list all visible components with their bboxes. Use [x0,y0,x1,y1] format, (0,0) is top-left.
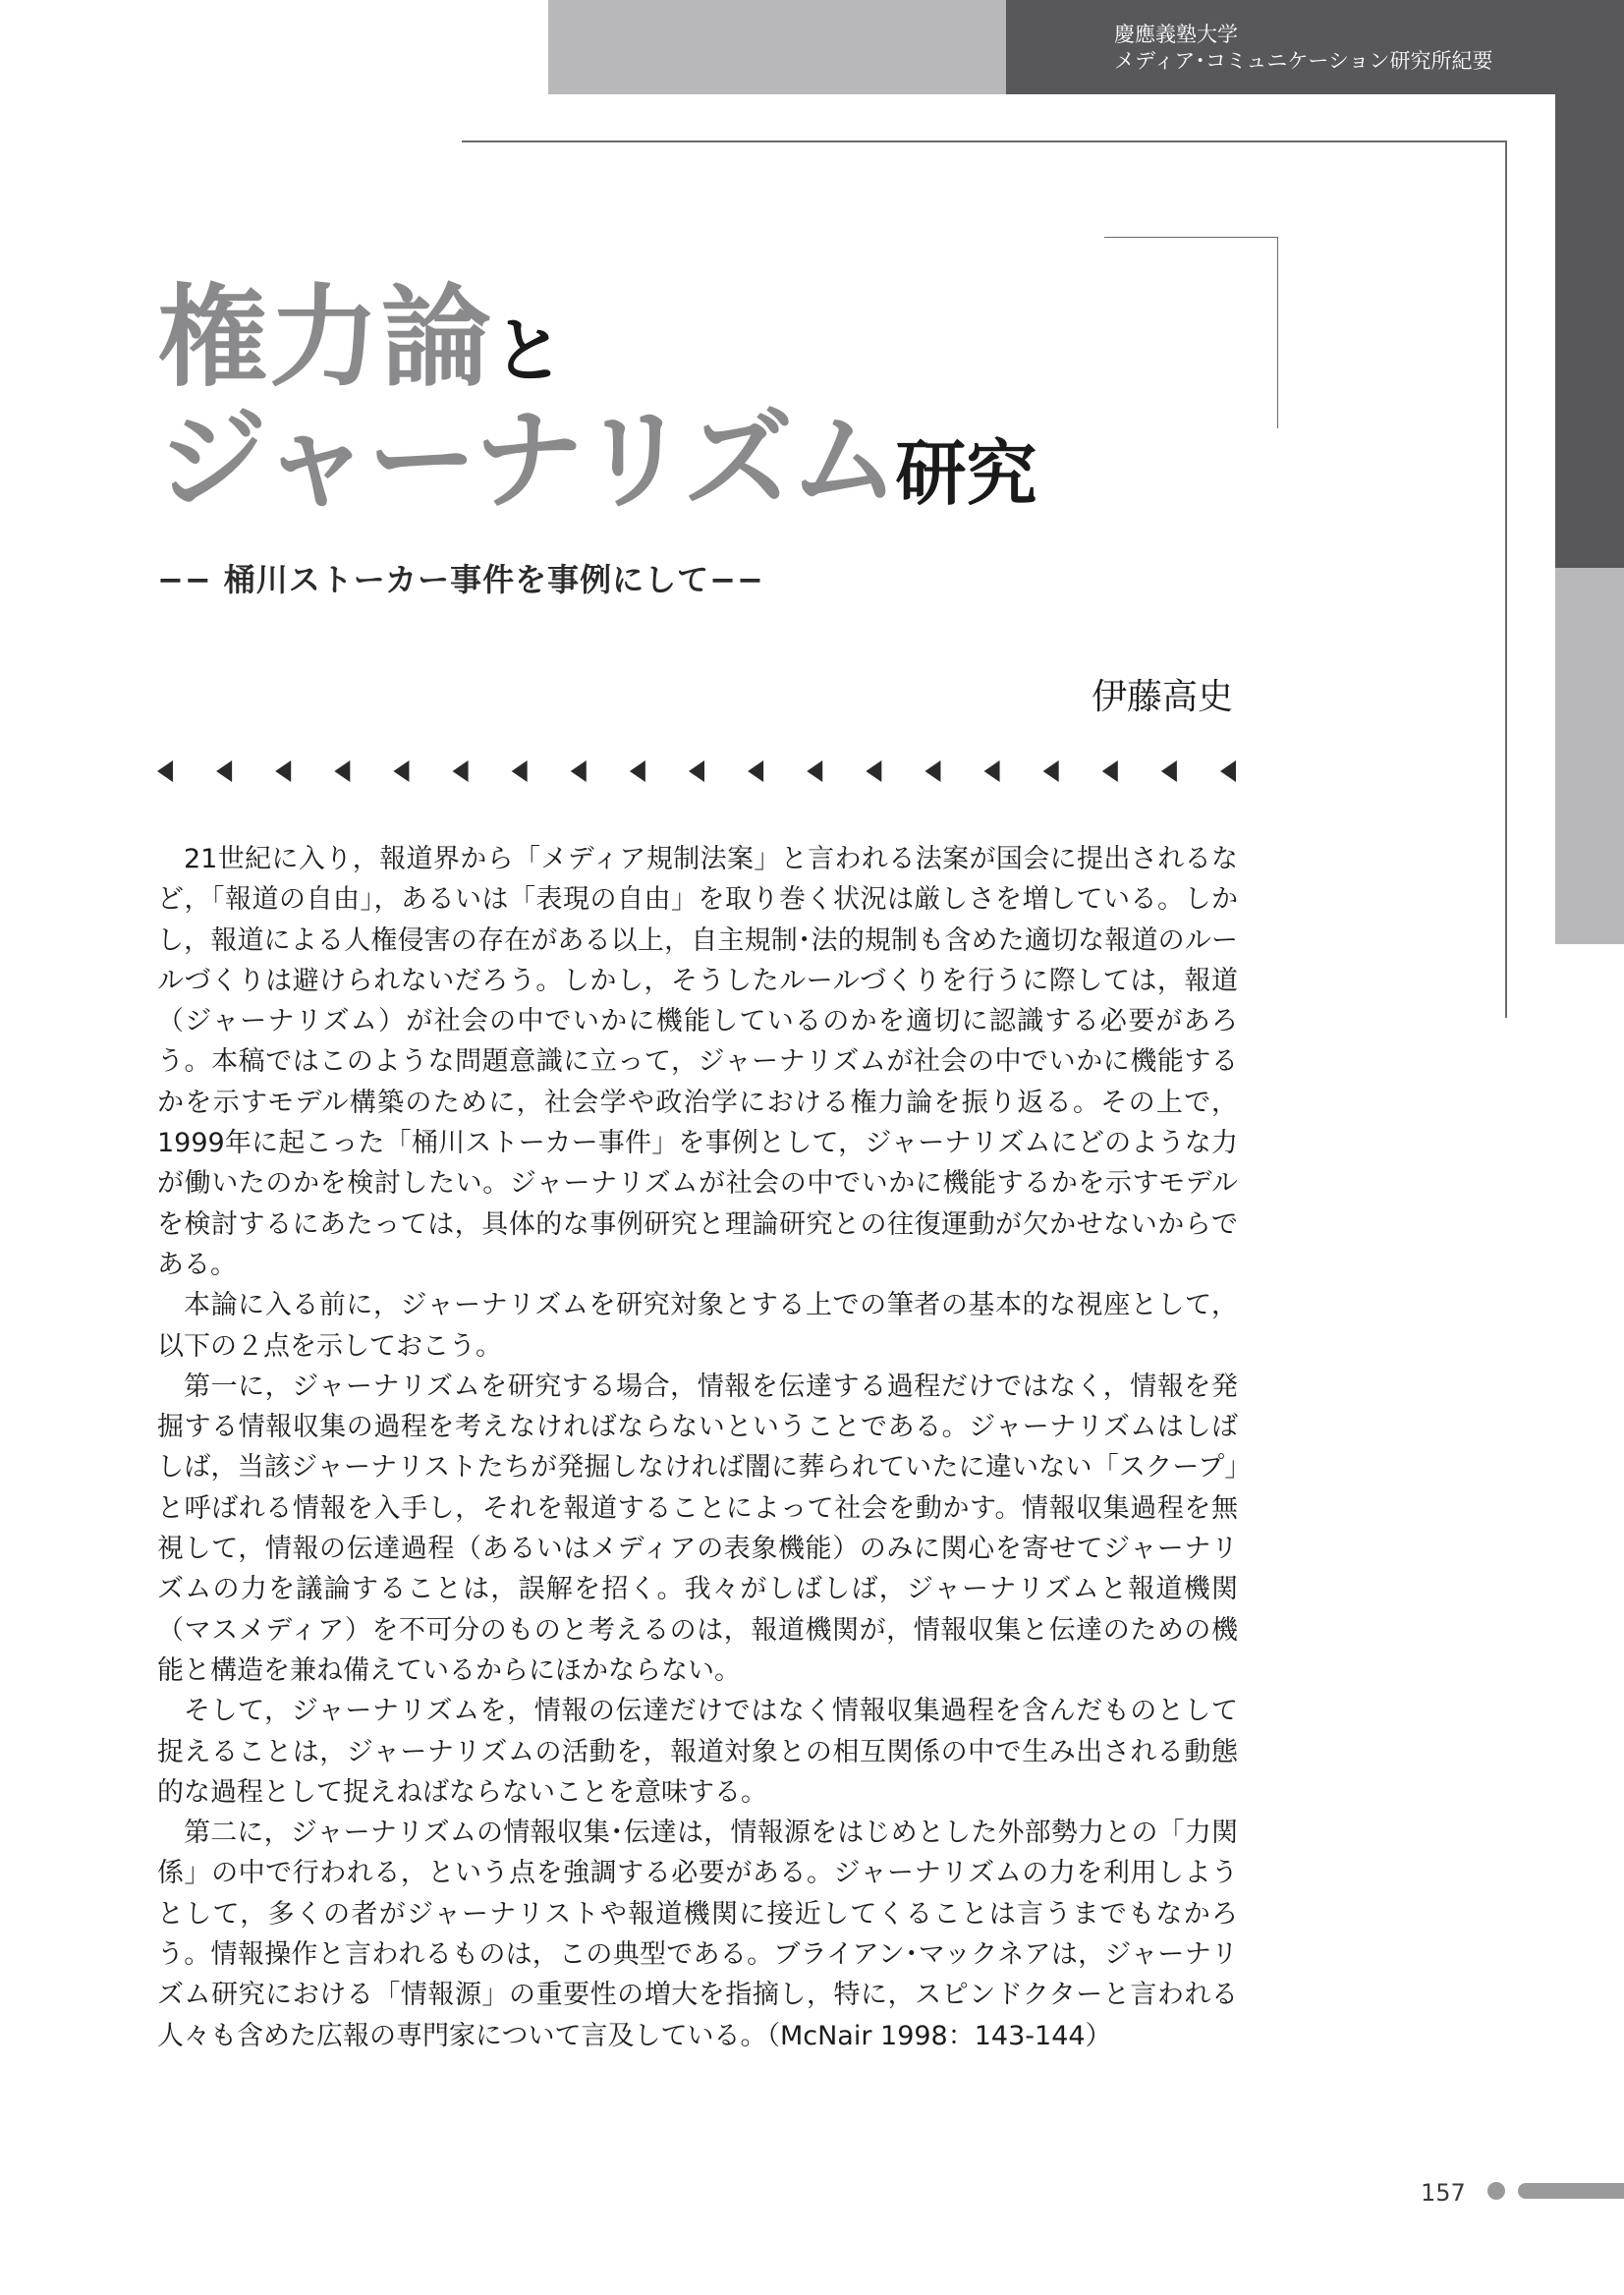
article-subtitle: −− 桶川ストーカー事件を事例にして−− [157,561,764,598]
left-triangle-icon [571,760,587,782]
left-triangle-icon [393,760,409,782]
left-triangle-icon [807,760,822,782]
title-part-1: 権力論 [157,274,493,402]
left-triangle-icon [275,760,291,782]
left-triangle-icon [512,760,528,782]
article-body [157,839,1238,2056]
left-triangle-icon [1161,760,1177,782]
frame-line-right [1505,140,1507,1018]
page-bar-decoration [1518,2183,1624,2199]
journal-name-line2: メディア･コミュニケーション研究所紀要 [1114,49,1493,73]
body-paragraph: 21世紀に入り，報道界から「メディア規制法案」と言われる法案が国会に提出されるなど，「報道の自由」，あるいは「表現の自由」を取り巻く状況は厳しさを増している。しかし，報道による人権侵害の存在がある以上，自主規制･法的規制も含めた適切な報道のルールづくりは避けられないだろう。しかし，そうしたルールづくりを行うに際しては，報道（ジャーナリズム）が社会の中でいかに機能しているのかを適切に認識する必要があろう。本稿ではこのような問題意識に立って，ジャーナリズムが社会の中でいかに機能するかを示すモデル構築のために，社会学や政治学における権力論を振り返る。その上で，1999年に起こった「桶川ストーカー事件」を事例として，ジャーナリズムにどのような力が働いたのかを検討したい。ジャーナリズムが社会の中でいかに機能するかを示すモデルを検討するにあたっては，具体的な事例研究と理論研究との往復運動が欠かせないからである。 [157,844,1238,1280]
page-number: 157 [1421,2179,1466,2207]
title-part-2: と [493,309,565,392]
left-triangle-icon [866,760,881,782]
left-triangle-icon [157,760,173,782]
left-triangle-icon [748,760,763,782]
triangle-divider [157,756,1238,786]
left-triangle-icon [630,760,645,782]
body-paragraph: 本論に入る前に，ジャーナリズムを研究対象とする上での筆者の基本的な視座として，以下の２点を示しておこう。 [157,1290,1238,1362]
body-paragraph: そして，ジャーナリズムを，情報の伝達だけではなく情報収集過程を含んだものとして捉えることは，ジャーナリズムの活動を，報道対象との相互関係の中で生み出される動態的な過程として捉えねばならないことを意味する。 [157,1696,1238,1808]
journal-name [1114,22,1493,75]
left-triangle-icon [216,760,232,782]
body-paragraph: 第一に，ジャーナリズムを研究する場合，情報を伝達する過程だけではなく，情報を発掘する情報収集の過程を考えなければならないということである。ジャーナリズムはしばしば，当該ジャーナリストたちが発掘しなければ闇に葬られていたに違いない「スクープ」と呼ばれる情報を入手し，それを報道することによって社会を動かす。情報収集過程を無視して，情報の伝達過程（あるいはメディアの表象機能）のみに関心を寄せてジャーナリズムの力を議論することは，誤解を招く。我々がしばしば，ジャーナリズムと報道機関（マスメディア）を不可分のものと考えるのは，報道機関が，情報収集と伝達のための機能と構造を兼ね備えているからにほかならない。 [157,1371,1238,1686]
title-part-3: ジャーナリズム [157,397,896,525]
side-tab-dark [1555,94,1624,568]
left-triangle-icon [453,760,469,782]
frame-line-top [462,140,1507,142]
inner-frame-line-top [1104,237,1278,238]
title-part-4: 研究 [895,432,1037,515]
left-triangle-icon [1043,760,1059,782]
journal-name-line1: 慶應義塾大学 [1114,23,1238,46]
left-triangle-icon [689,760,704,782]
left-triangle-icon [1220,760,1236,782]
left-triangle-icon [1102,760,1118,782]
header-band-light [548,0,1006,94]
body-paragraph: 第二に，ジャーナリズムの情報収集･伝達は，情報源をはじめとした外部勢力との「力関係」の中で行われる，という点を強調する必要がある。ジャーナリズムの力を利用しようとして，多くの者がジャーナリストや報道機関に接近してくることは言うまでもなかろう。情報操作と言われるものは，この典型である。ブライアン･マックネアは，ジャーナリズム研究における「情報源」の重要性の増大を指摘し，特に，スピンドクターと言われる人々も含めた広報の専門家について言及している。（McNair 1998：143-144） [157,1818,1238,2051]
left-triangle-icon [334,760,350,782]
left-triangle-icon [984,760,1000,782]
inner-frame-line-right [1277,237,1278,428]
page-dot-icon [1487,2182,1505,2200]
side-tab-light [1555,568,1624,944]
left-triangle-icon [924,760,940,782]
article-title [157,274,1037,525]
author-name: 伊藤高史 [1091,677,1233,717]
